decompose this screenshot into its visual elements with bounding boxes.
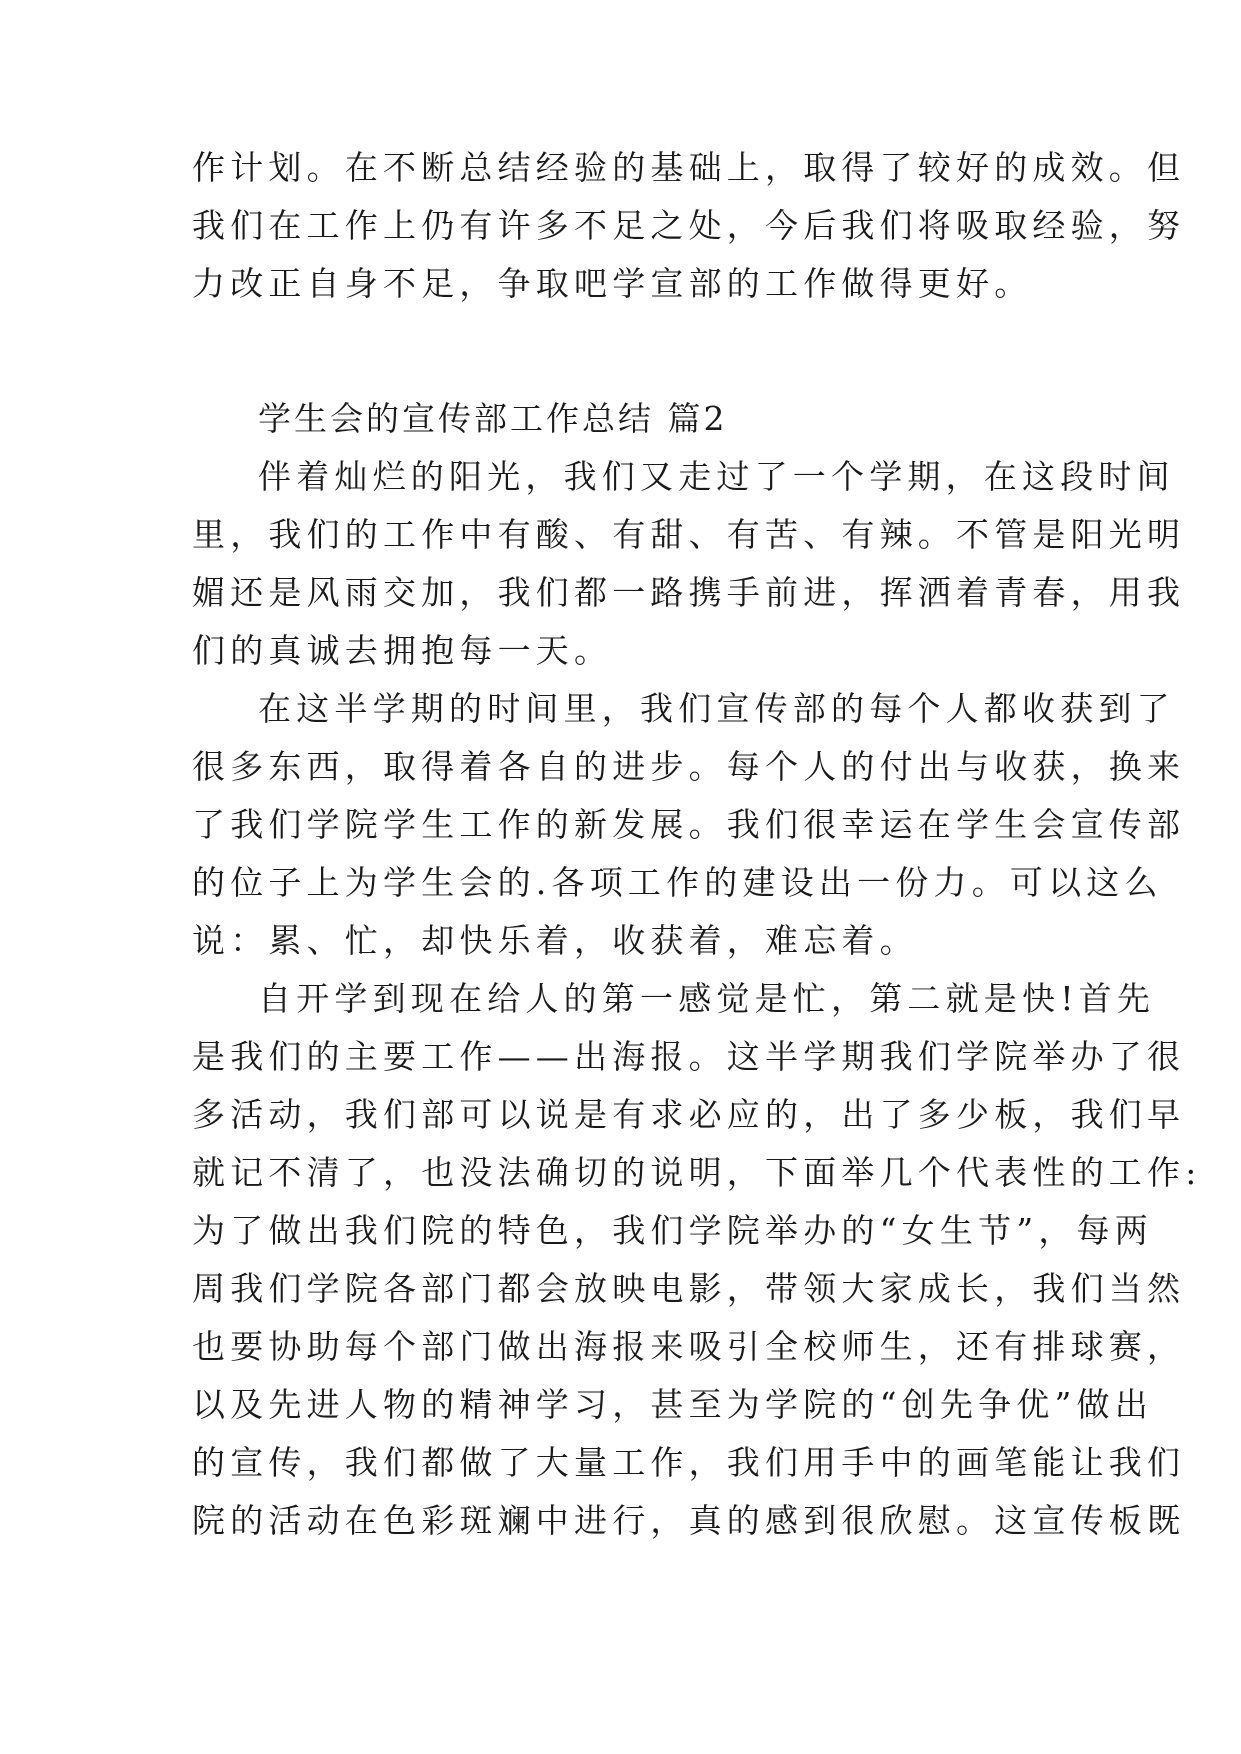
paragraph-line: 说：累、忙，却快乐着，收获着，难忘着。: [192, 921, 918, 960]
section-heading: 学生会的宣传部工作总结 篇2: [258, 399, 728, 438]
paragraph-line: 院的活动在色彩斑斓中进行，真的感到很欣慰。这宣传板既: [192, 1501, 1186, 1540]
paragraph-line: 是我们的主要工作——出海报。这半学期我们学院举办了很: [192, 1037, 1186, 1076]
paragraph-line: 里，我们的工作中有酸、有甜、有苦、有辣。不管是阳光明: [192, 515, 1186, 554]
paragraph-line: 的宣传，我们都做了大量工作，我们用手中的画笔能让我们: [192, 1443, 1186, 1482]
paragraph-line: 周我们学院各部门都会放映电影，带领大家成长，我们当然: [192, 1269, 1186, 1308]
paragraph-line: 媚还是风雨交加，我们都一路携手前进，挥洒着青春，用我: [192, 573, 1186, 612]
intro-line: 我们在工作上仍有许多不足之处，今后我们将吸取经验，努: [192, 206, 1186, 245]
paragraph-line: 也要协助每个部门做出海报来吸引全校师生，还有排球赛，: [192, 1327, 1186, 1366]
paragraph-line: 了我们学院学生工作的新发展。我们很幸运在学生会宣传部: [192, 805, 1186, 844]
paragraph-line: 就记不清了，也没法确切的说明，下面举几个代表性的工作:: [192, 1153, 1202, 1192]
intro-line: 作计划。在不断总结经验的基础上，取得了较好的成效。但: [192, 148, 1186, 187]
paragraph-line: 的位子上为学生会的.各项工作的建设出一份力。可以这么: [192, 863, 1163, 902]
intro-line: 力改正自身不足，争取吧学宣部的工作做得更好。: [192, 264, 1033, 303]
paragraph-line: 伴着灿烂的阳光，我们又走过了一个学期，在这段时间: [258, 457, 1175, 496]
paragraph-line: 在这半学期的时间里，我们宣传部的每个人都收获到了: [258, 689, 1175, 728]
paragraph-line: 以及先进人物的精神学习，甚至为学院的“创先争优”做出: [192, 1385, 1153, 1424]
paragraph-line: 们的真诚去拥抱每一天。: [192, 631, 613, 670]
paragraph-line: 多活动，我们部可以说是有求必应的，出了多少板，我们早: [192, 1095, 1186, 1134]
paragraph-line: 很多东西，取得着各自的进步。每个人的付出与收获，换来: [192, 747, 1186, 786]
paragraph-line: 为了做出我们院的特色，我们学院举办的“女生节”，每两: [192, 1211, 1153, 1250]
paragraph-line: 自开学到现在给人的第一感觉是忙，第二就是快!首先: [258, 979, 1156, 1018]
